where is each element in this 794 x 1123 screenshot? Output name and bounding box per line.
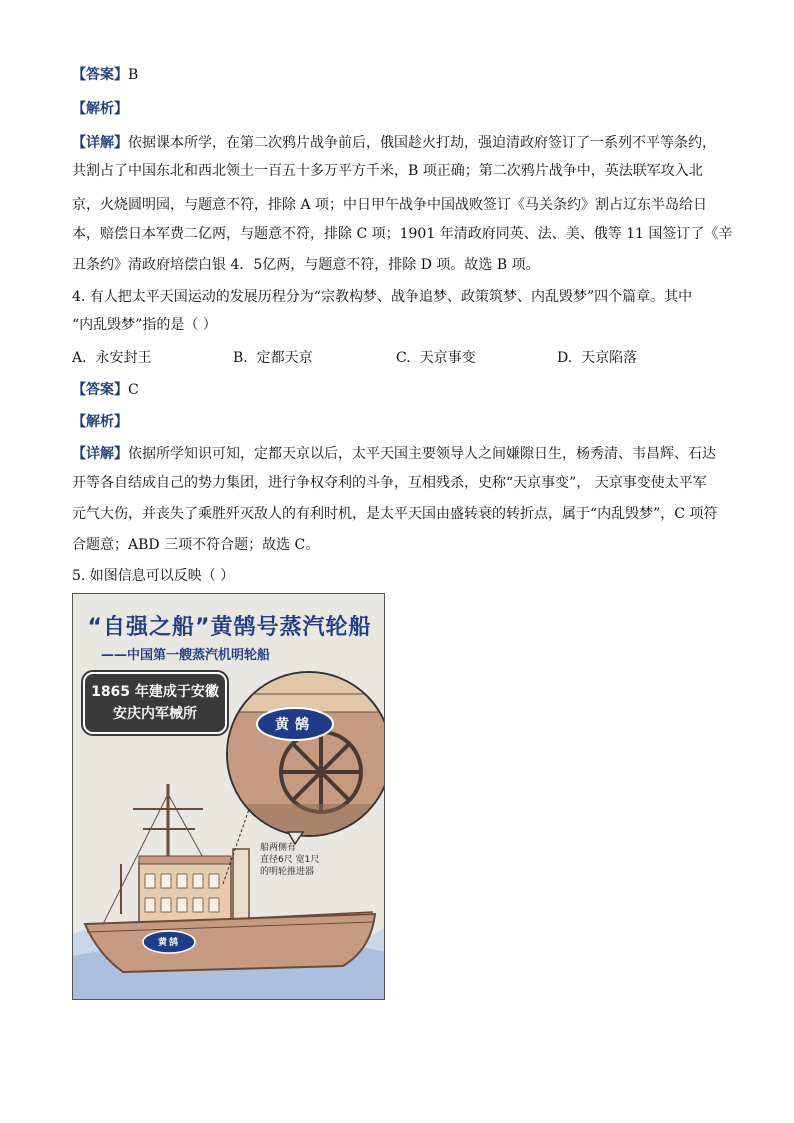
q3-analysis-line xyxy=(72,100,724,118)
q3-detail-line-4: 本，赔偿日本军费二亿两，与题意不符，排除 C 项；1901 年清政府同英、法、美、俄等 11 国签订了《辛 xyxy=(72,226,733,242)
figure-title: “自强之船”黄鹄号蒸汽轮船 xyxy=(87,615,372,640)
note-line: 直径6尺 宽1尺 xyxy=(260,855,320,865)
q4-analysis-line xyxy=(72,413,724,431)
analysis-tag: 【解析】 xyxy=(72,101,128,117)
q4-stem-line-1: 4. 有人把太平天国运动的发展历程分为“宗教构梦、战争追梦、政策筑梦、内乱毁梦”四个篇章。其中 xyxy=(72,289,693,305)
option-text: 天京陷落 xyxy=(581,350,638,366)
option-letter: B. xyxy=(233,350,248,366)
ship-figure xyxy=(72,593,385,1000)
q4-detail-line-1 xyxy=(72,445,724,463)
hull-emblem-text: 黄鹄 xyxy=(157,938,180,948)
option-text: 定都天京 xyxy=(256,350,313,366)
q4-option-b xyxy=(233,349,313,367)
q4-option-d xyxy=(557,349,637,367)
figure-subtitle: ——中国第一艘蒸汽机明轮船 xyxy=(101,648,271,663)
option-letter: C. xyxy=(396,350,411,366)
q3-detail-line-2: 共割占了中国东北和西北领土一百五十多万平方千米，B 项正确；第二次鸦片战争中，英法联军攻入北 xyxy=(72,163,703,179)
note-line: 船两侧有 xyxy=(260,843,297,853)
answer-value: C xyxy=(128,382,139,398)
analysis-tag: 【解析】 xyxy=(72,414,128,430)
q5-stem: 5. 如图信息可以反映（ ） xyxy=(72,568,235,584)
q3-detail-line-1 xyxy=(72,134,724,152)
option-text: 天京事变 xyxy=(419,350,476,366)
q3-detail-line-3: 京，火烧圆明园，与题意不符，排除 A 项；中日甲午战争中国战败签订《马关条约》割占辽东半岛给日 xyxy=(72,197,708,213)
q4-detail-line-4: 合题意；ABD 三项不符合题；故选 C。 xyxy=(72,537,320,553)
detail-tag: 【详解】 xyxy=(72,135,128,151)
figure-info-box: 1865 年建成于安徽安庆内军械所 xyxy=(83,672,227,734)
note-line: 的明轮推进器 xyxy=(260,867,315,877)
q4-option-a xyxy=(72,349,151,367)
option-letter: A. xyxy=(72,350,87,366)
zoom-emblem-text: 黄鹄 xyxy=(275,717,315,733)
option-text: 永安封王 xyxy=(95,350,152,366)
answer-value: B xyxy=(128,67,139,83)
q4-detail-line-2: 开等各自结成自己的势力集团，进行争权夺利的斗争，互相残杀，史称“天京事变”， 天京事变使太平军 xyxy=(72,475,707,491)
paddle-note xyxy=(260,842,319,878)
q4-detail-line-3: 元气大伤，并丧失了乘胜歼灭敌人的有利时机，是太平天国由盛转衰的转折点，属于“内乱毁梦”，C 项符 xyxy=(72,506,718,522)
q4-stem-line-2: “内乱毁梦”指的是（ ） xyxy=(72,317,217,333)
q3-detail-line-5: 丑条约》清政府培偿白银 4．5亿两，与题意不符，排除 D 项。故选 B 项。 xyxy=(72,257,540,273)
q4-answer-line xyxy=(72,381,724,399)
q3-detail-text: 依据课本所学，在第二次鸦片战争前后，俄国趁火打劫，强迫清政府签订了一系列不平等条约， xyxy=(128,135,716,151)
option-letter: D. xyxy=(557,350,573,366)
q4-detail-text: 依据所学知识可知，定都天京以后，太平天国主要领导人之间嫌隙日生，杨秀清、韦昌辉、石达 xyxy=(128,446,716,462)
q3-answer-line xyxy=(72,66,724,84)
answer-tag: 【答案】 xyxy=(72,67,128,83)
q4-option-c xyxy=(396,349,476,367)
answer-tag: 【答案】 xyxy=(72,382,128,398)
detail-tag: 【详解】 xyxy=(72,446,128,462)
